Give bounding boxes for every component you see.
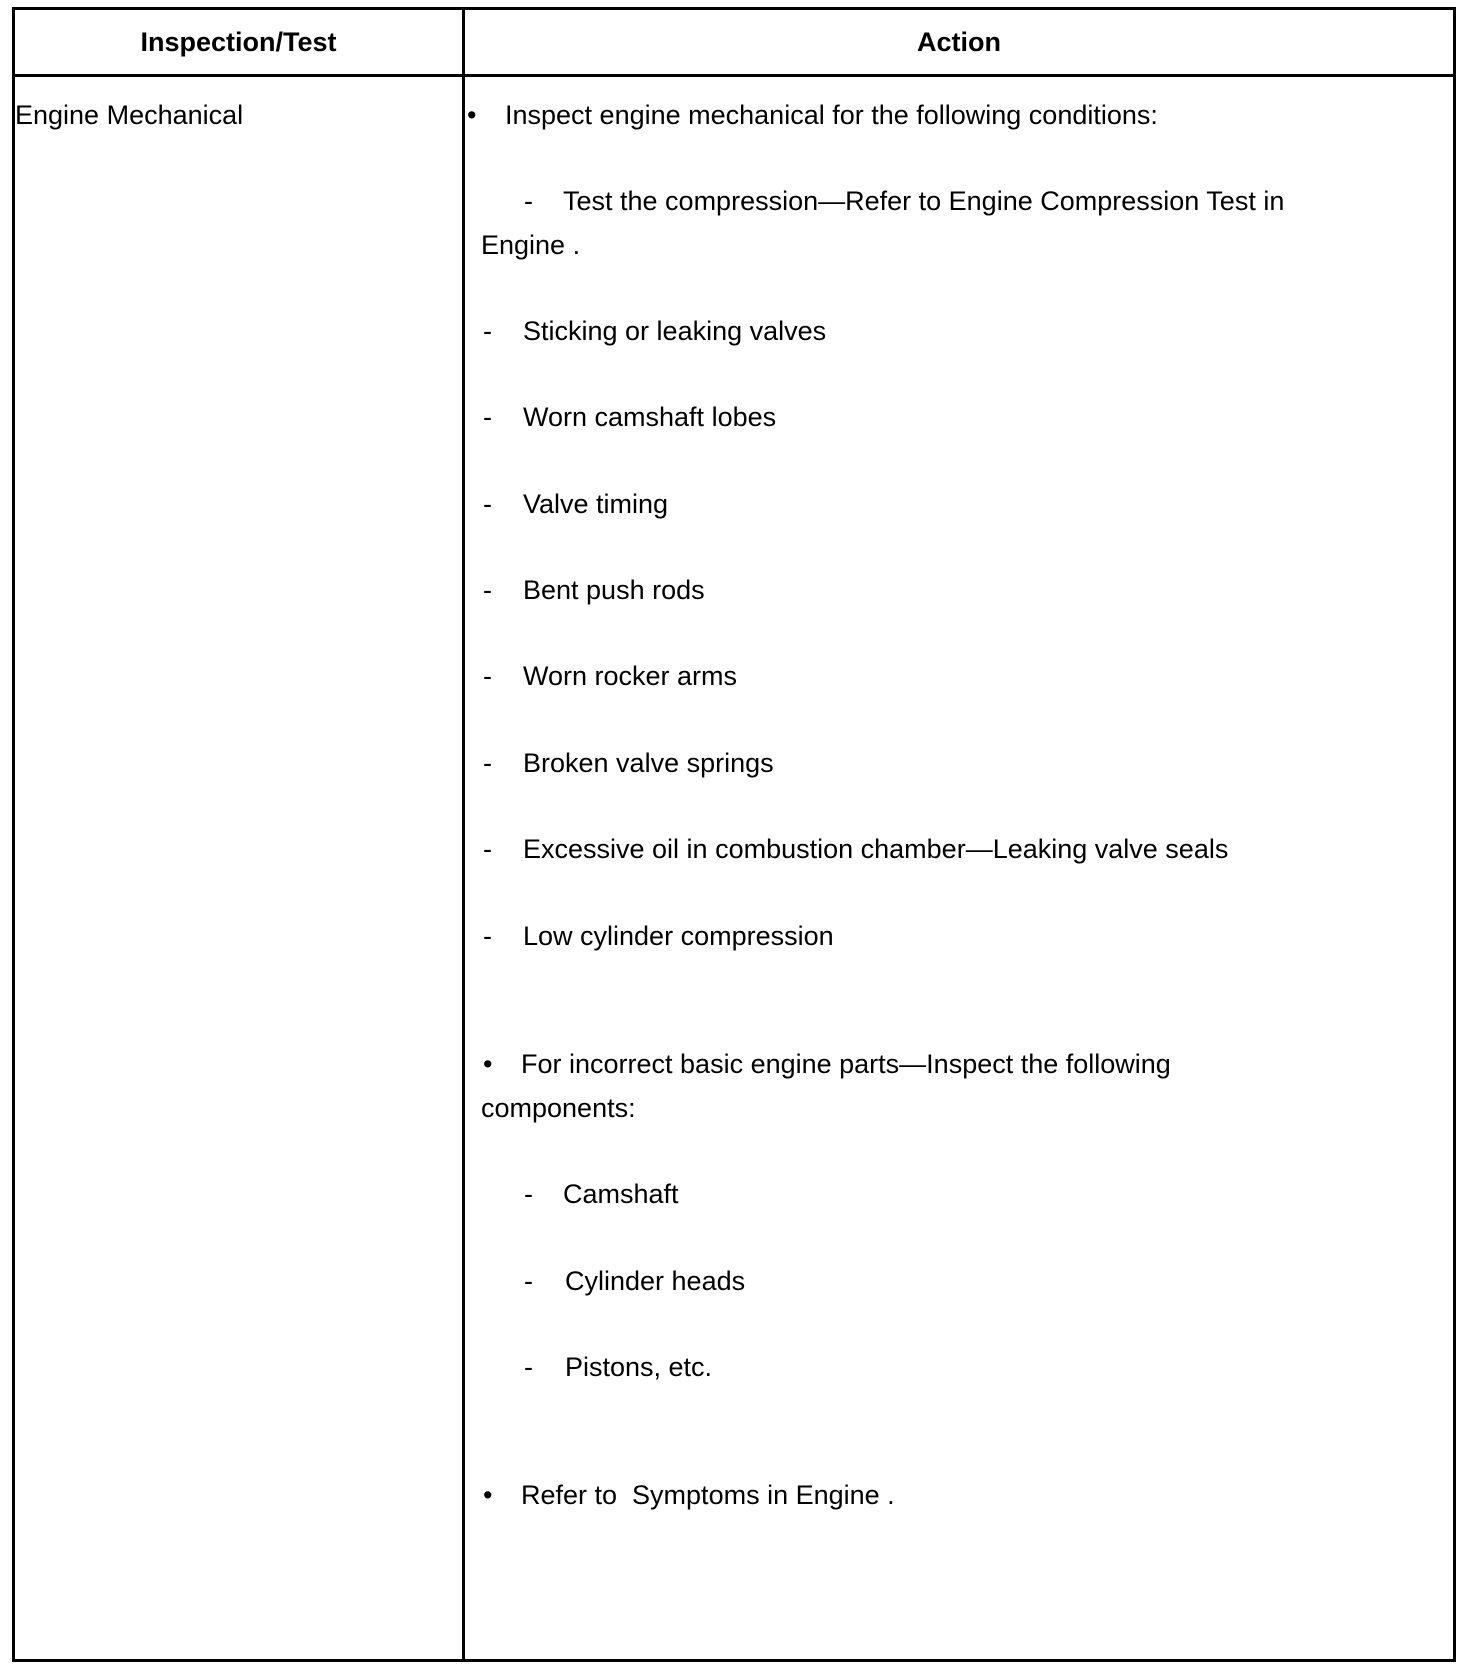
dash-marker: - — [483, 661, 492, 691]
dash-marker: - — [524, 1179, 533, 1209]
condition-item: Broken valve springs — [523, 748, 774, 778]
bullet-text: Inspect engine mechanical for the following conditions: — [505, 100, 1158, 130]
dash-marker: - — [524, 186, 533, 216]
condition-item: Valve timing — [523, 489, 669, 519]
bullet-marker: • — [467, 100, 477, 130]
inspection-cell: Engine Mechanical — [15, 100, 244, 130]
dash-marker: - — [524, 1352, 533, 1382]
bullet-text: Refer to Symptoms in Engine . — [521, 1480, 895, 1510]
compression-line-1: Test the compression—Refer to Engine Compression Test in — [563, 186, 1285, 216]
dash-marker: - — [524, 1266, 533, 1296]
dash-marker: - — [483, 748, 492, 778]
condition-item: Bent push rods — [523, 575, 705, 605]
component-item: Camshaft — [563, 1179, 679, 1209]
bullet-marker: • — [483, 1049, 493, 1079]
column-divider — [462, 7, 465, 1662]
component-item: Pistons, etc. — [565, 1352, 713, 1382]
compression-line-2: Engine . — [481, 230, 581, 260]
condition-item: Worn camshaft lobes — [523, 402, 777, 432]
condition-item: Excessive oil in combustion chamber—Leaking valve seals — [523, 834, 1229, 864]
dash-marker: - — [483, 575, 492, 605]
dash-marker: - — [483, 402, 492, 432]
condition-item: Low cylinder compression — [523, 921, 834, 951]
header-divider — [12, 74, 1456, 77]
condition-item: Worn rocker arms — [523, 661, 738, 691]
component-item: Cylinder heads — [565, 1266, 746, 1296]
header-action: Action — [917, 27, 1001, 57]
bullet-marker: • — [483, 1480, 493, 1510]
dash-marker: - — [483, 316, 492, 346]
condition-item: Sticking or leaking valves — [523, 316, 827, 346]
dash-marker: - — [483, 921, 492, 951]
dash-marker: - — [483, 834, 492, 864]
bullet-text: For incorrect basic engine parts—Inspect the following — [521, 1049, 1171, 1079]
dash-marker: - — [483, 489, 492, 519]
bullet-text-continued: components: — [481, 1093, 636, 1123]
header-inspection-test: Inspection/Test — [140, 27, 337, 57]
